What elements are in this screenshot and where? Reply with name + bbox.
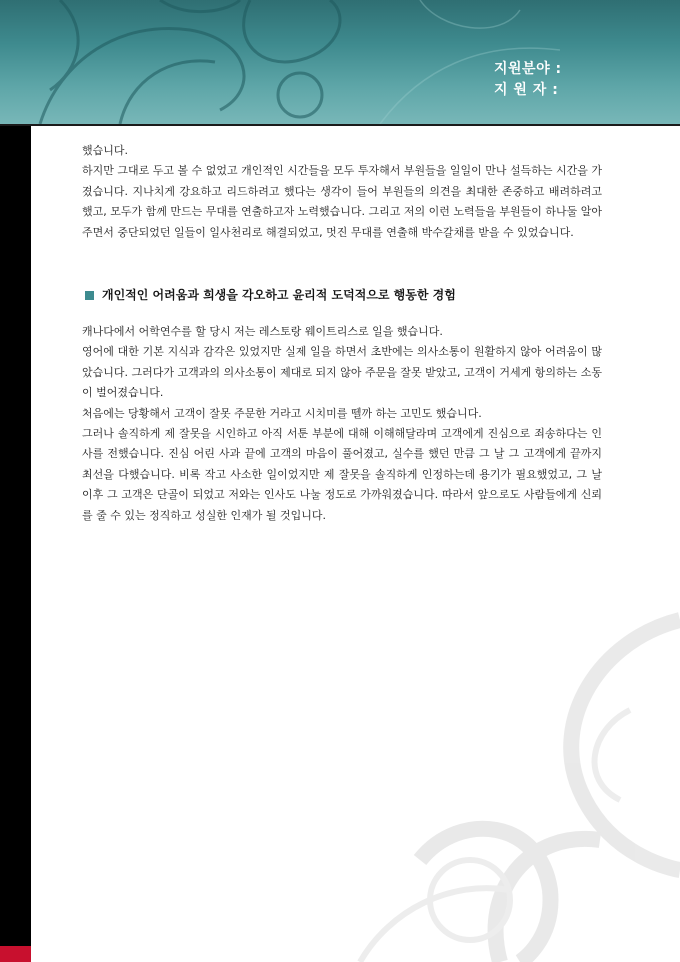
body-paragraph: 했습니다. <box>82 144 129 157</box>
section-heading <box>82 283 602 307</box>
square-bullet-icon <box>85 291 94 300</box>
body-paragraph: 그러나 솔직하게 제 잘못을 시인하고 아직 서툰 부분에 대해 이해해달라며 고객에게 진심으로 죄송하다는 인사를 전했습니다. 진심 어린 사과 끝에 고객의 마음이 풀어졌고, 실수를 했던 만큼 그 날 그 고객에게 끝까지 최선을 다했습니다. 비록 작고 사소한 일이었지만 제 잘못을 솔직하게 인정하는데 용기가 필요했었고, 그 날 이후 그 고객은 단골이 되었고 저와는 인사도 나눌 정도로 가까워졌습니다. 따라서 앞으로도 사람들에게 신뢰를 줄 수 있는 정직하고 성실한 인재가 될 것입니다. <box>82 427 602 522</box>
swirl-decoration <box>0 0 680 124</box>
applied-field-label: 지원분야 : <box>494 61 562 77</box>
body-paragraph: 캐나다에서 어학연수를 할 당시 저는 레스토랑 웨이트리스로 일을 했습니다. <box>82 325 443 339</box>
swirl-watermark <box>300 560 680 962</box>
left-black-bar <box>0 0 31 962</box>
body-paragraph: 처음에는 당황해서 고객이 잘못 주문한 거라고 시치미를 뗄까 하는 고민도 했습니다. <box>82 406 482 420</box>
body-paragraph: 영어에 대한 기본 지식과 감각은 있었지만 실제 일을 하면서 초반에는 의사소통이 원활하지 않아 어려움이 많았습니다. 그러다가 고객과의 의사소통이 제대로 되지 않아 주문을 잘못 받았고, 고객이 거세게 항의하는 소동이 벌어졌습니다. <box>82 345 602 400</box>
applicant-label: 지 원 자 : <box>494 82 559 98</box>
body-paragraph: 하지만 그대로 두고 볼 수 없었고 개인적인 시간들을 모두 투자해서 부원들을 일일이 만나 설득하는 시간을 가졌습니다. 지나치게 강요하고 리드하려고 했다는 생각이 들어 부원들의 의견을 최대한 존중하고 배려하려고 했고, 모두가 함께 만드는 무대를 연출하고자 노력했습니다. 그리고 저의 이런 노력들을 부원들이 하나둘 알아주면서 중단되었던 일들이 일사천리로 해결되었고, 멋진 무대를 연출해 박수갈채를 받을 수 있었습니다. <box>82 164 602 239</box>
left-red-accent <box>0 946 31 962</box>
page-header-banner <box>0 0 680 124</box>
document-body <box>82 141 602 526</box>
header-divider <box>0 124 680 126</box>
section-title: 개인적인 어려움과 희생을 각오하고 윤리적 도덕적으로 행동한 경험 <box>102 287 456 302</box>
